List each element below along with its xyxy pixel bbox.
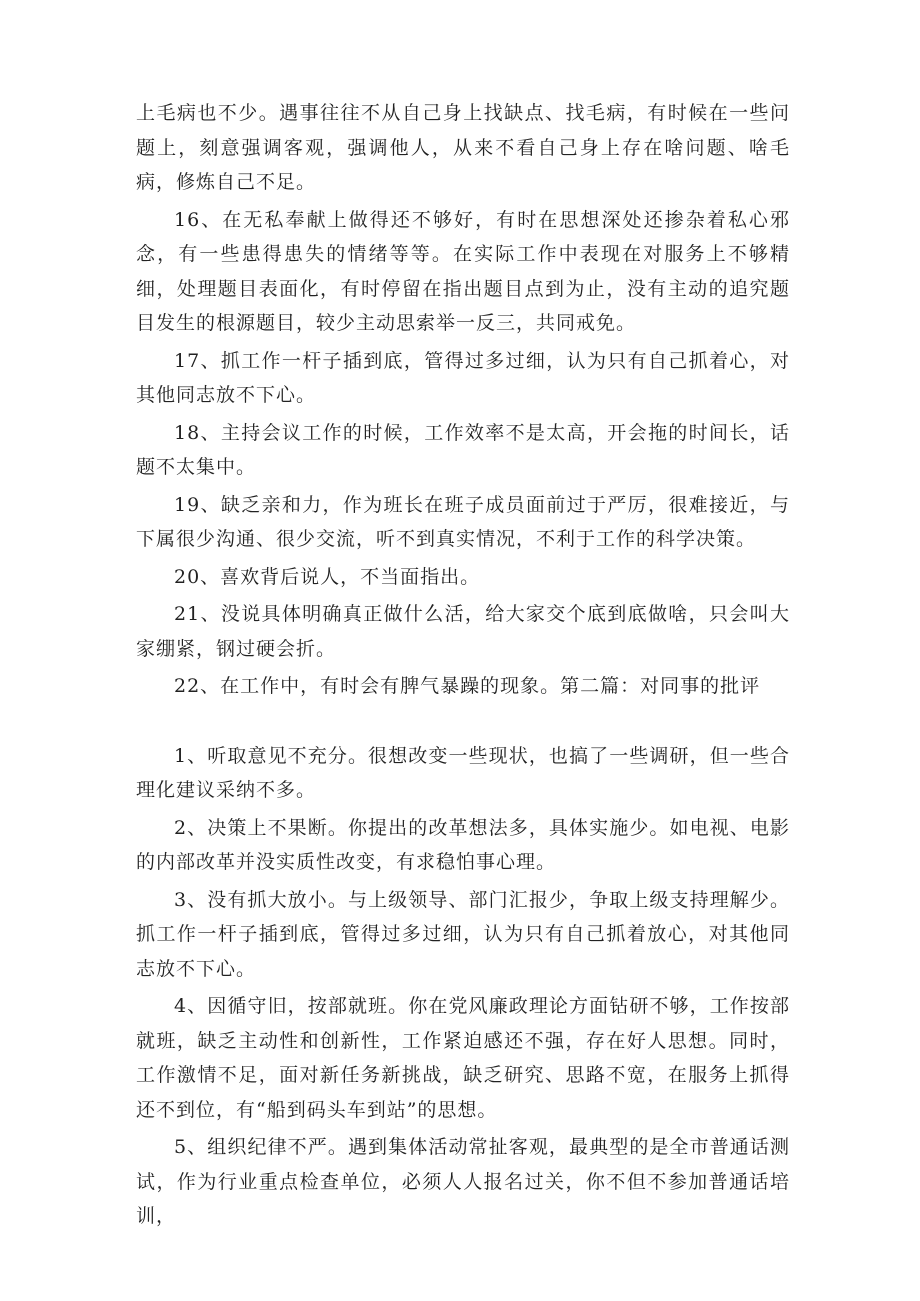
document-body [136, 96, 790, 1237]
paragraph-continuation: 上毛病也不少。遇事往往不从自己身上找缺点、找毛病，有时候在一些问题上，刻意强调客观，强调他人，从来不看自己身上存在啥问题、啥毛病，修炼自己不足。 [136, 102, 790, 193]
paragraph-critique-2: 2、决策上不果断。你提出的改革想法多，具体实施少。如电视、电影的内部改革并没实质性改变，有求稳怕事心理。 [136, 816, 790, 873]
paragraph-item-20: 20、喜欢背后说人，不当面指出。 [174, 565, 481, 588]
paragraph-item-21: 21、没说具体明确真正做什么活，给大家交个底到底做啥，只会叫大家绷紧，钢过硬会折。 [136, 603, 790, 660]
paragraph-item-19: 19、缺乏亲和力，作为班长在班子成员面前过于严厉，很难接近，与下属很少沟通、很少交流，听不到真实情况，不利于工作的科学决策。 [136, 493, 790, 550]
paragraph-critique-3: 3、没有抓大放小。与上级领导、部门汇报少，争取上级支持理解少。抓工作一杆子插到底，管得过多过细，认为只有自己抓着放心，对其他同志放不下心。 [136, 888, 790, 980]
paragraph-item-17: 17、抓工作一杆子插到底，管得过多过细，认为只有自己抓着心，对其他同志放不下心。 [136, 349, 790, 406]
paragraph-critique-5: 5、组织纪律不严。遇到集体活动常扯客观，最典型的是全市普通话测试，作为行业重点检查单位，必须人人报名过关，你不但不参加普通话培训， [136, 1136, 790, 1227]
paragraph-item-16: 16、在无私奉献上做得还不够好，有时在思想深处还掺杂着私心邪念，有一些患得患失的情绪等等。在实际工作中表现在对服务上不够精细，处理题目表面化，有时停留在指出题目点到为止，没有主动的追究题目发生的根源题目，较少主动思索举一反三，共同戒免。 [136, 208, 790, 334]
paragraph-item-18: 18、主持会议工作的时候，工作效率不是太高，开会拖的时间长，话题不太集中。 [136, 421, 790, 478]
paragraph-critique-4: 4、因循守旧，按部就班。你在党风廉政理论方面钻研不够，工作按部就班，缺乏主动性和创新性，工作紧迫感还不强，存在好人思想。同时，工作激情不足，面对新任务新挑战，缺乏研究、思路不宽，在服务上抓得还不到位，有“船到码头车到站”的思想。 [136, 995, 790, 1121]
paragraph-item-22: 22、在工作中，有时会有脾气暴躁的现象。第二篇：对同事的批评 [174, 675, 761, 697]
paragraph-critique-1: 1、听取意见不充分。很想改变一些现状，也搞了一些调研，但一些合理化建议采纳不多。 [136, 744, 790, 801]
section-gap [136, 707, 790, 739]
